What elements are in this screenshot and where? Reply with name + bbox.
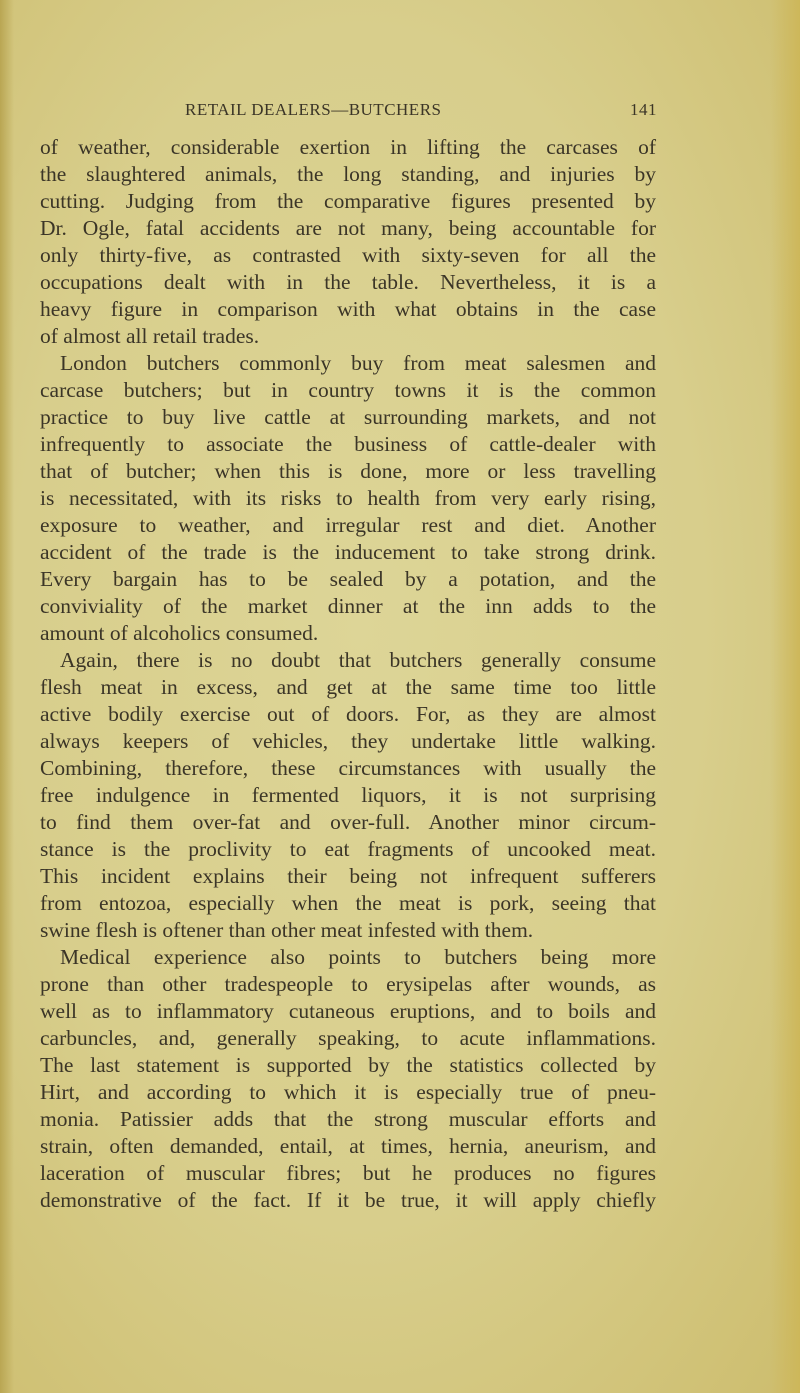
text-line: demonstrative of the fact. If it be true, it will apply chiefly <box>40 1188 656 1212</box>
text-line: The last statement is supported by the statistics collected by <box>40 1053 656 1077</box>
page-edge-shadow-left <box>0 0 14 1393</box>
text-line: prone than other tradespeople to erysipelas after wounds, as <box>40 972 656 996</box>
running-title: RETAIL DEALERS—BUTCHERS <box>185 100 442 119</box>
text-line: free indulgence in fermented liquors, it is not surprising <box>40 783 656 807</box>
running-header <box>40 100 657 126</box>
text-line: always keepers of vehicles, they undertake little walking. <box>40 729 656 753</box>
paragraph <box>40 134 656 350</box>
text-line: accident of the trade is the inducement to take strong drink. <box>40 540 656 564</box>
body-text <box>40 134 656 1214</box>
text-line: the slaughtered animals, the long standing, and injuries by <box>40 162 656 186</box>
text-line: of weather, considerable exertion in lifting the carcases of <box>40 135 656 159</box>
text-line: London butchers commonly buy from meat salesmen and <box>60 351 656 375</box>
text-line: laceration of muscular fibres; but he produces no figures <box>40 1161 656 1185</box>
text-line: flesh meat in excess, and get at the same time too little <box>40 675 656 699</box>
text-line: Combining, therefore, these circumstances with usually the <box>40 756 656 780</box>
text-line: active bodily exercise out of doors. For, as they are almost <box>40 702 656 726</box>
text-line: Again, there is no doubt that butchers generally consume <box>60 648 656 672</box>
text-line: heavy figure in comparison with what obtains in the case <box>40 297 656 321</box>
text-line: carbuncles, and, generally speaking, to acute inflammations. <box>40 1026 656 1050</box>
paragraph <box>40 944 656 1214</box>
text-line: is necessitated, with its risks to health from very early rising, <box>40 486 656 510</box>
text-line: infrequently to associate the business of cattle-dealer with <box>40 432 656 456</box>
text-line: occupations dealt with in the table. Nevertheless, it is a <box>40 270 656 294</box>
page-edge-shadow-right <box>770 0 800 1393</box>
text-line: to find them over-fat and over-full. Another minor circum- <box>40 810 656 834</box>
text-line: swine flesh is oftener than other meat infested with them. <box>40 918 534 942</box>
text-line: Medical experience also points to butchers being more <box>60 945 656 969</box>
text-line: This incident explains their being not infrequent sufferers <box>40 864 656 888</box>
text-line: Hirt, and according to which it is especially true of pneu- <box>40 1080 656 1104</box>
text-line: stance is the proclivity to eat fragments of uncooked meat. <box>40 837 656 861</box>
text-line: exposure to weather, and irregular rest and diet. Another <box>40 513 656 537</box>
text-line: carcase butchers; but in country towns it is the common <box>40 378 656 402</box>
text-line: from entozoa, especially when the meat is pork, seeing that <box>40 891 656 915</box>
paragraph <box>40 647 656 944</box>
text-line: only thirty-five, as contrasted with sixty-seven for all the <box>40 243 656 267</box>
text-line: of almost all retail trades. <box>40 324 260 348</box>
text-line: practice to buy live cattle at surrounding markets, and not <box>40 405 656 429</box>
page-number: 141 <box>630 100 657 119</box>
text-line: that of butcher; when this is done, more or less travelling <box>40 459 656 483</box>
text-line: Every bargain has to be sealed by a potation, and the <box>40 567 656 591</box>
text-line: Dr. Ogle, fatal accidents are not many, being accountable for <box>40 216 656 240</box>
text-line: well as to inflammatory cutaneous eruptions, and to boils and <box>40 999 656 1023</box>
text-line: conviviality of the market dinner at the inn adds to the <box>40 594 656 618</box>
paragraph <box>40 350 656 647</box>
text-line: monia. Patissier adds that the strong muscular efforts and <box>40 1107 656 1131</box>
text-line: amount of alcoholics consumed. <box>40 621 319 645</box>
text-line: strain, often demanded, entail, at times, hernia, aneurism, and <box>40 1134 656 1158</box>
text-line: cutting. Judging from the comparative figures presented by <box>40 189 656 213</box>
